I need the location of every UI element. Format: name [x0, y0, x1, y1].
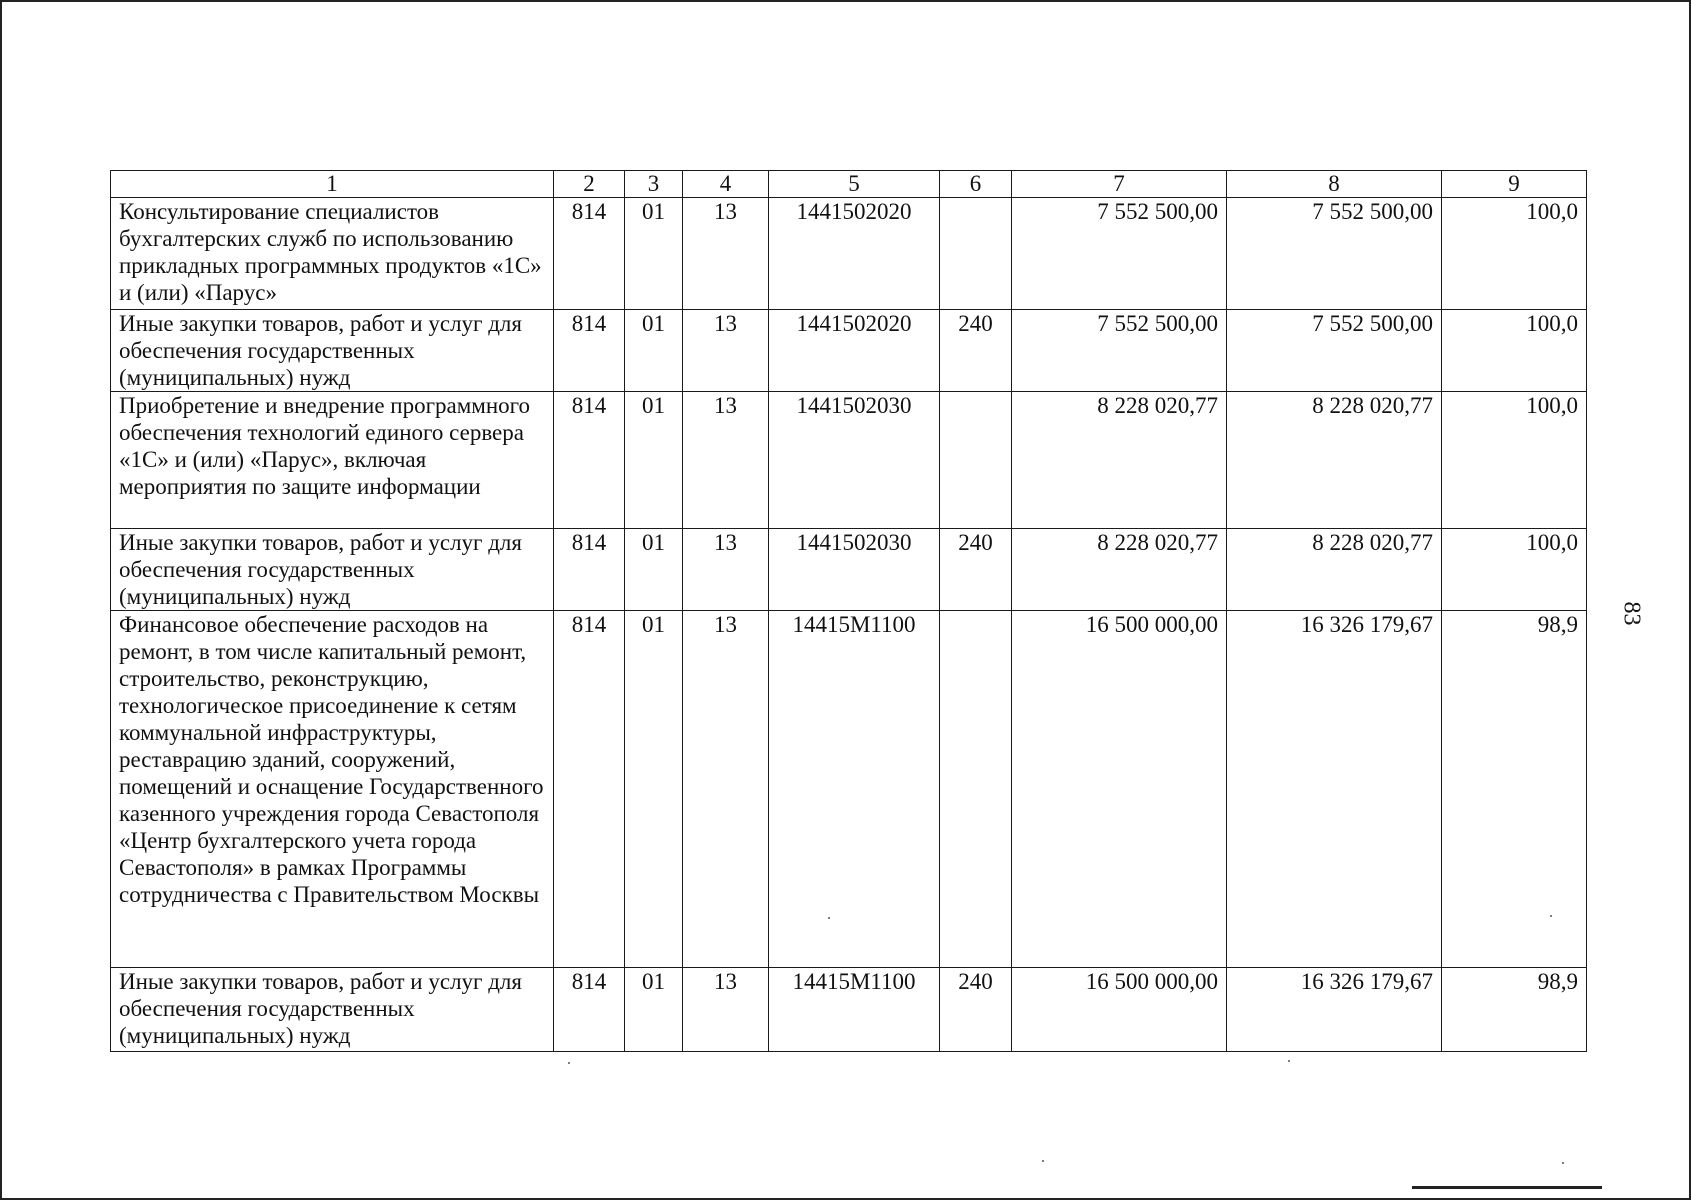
execution-percent: 100,0: [1442, 198, 1587, 310]
target-article-code: 1441502030: [769, 392, 940, 529]
planned-amount: 8 228 020,77: [1012, 392, 1227, 529]
scan-speck: [1288, 1060, 1290, 1062]
column-number: 6: [940, 171, 1012, 198]
column-number: 7: [1012, 171, 1227, 198]
section-code: 01: [625, 392, 683, 529]
expense-type-code: [940, 611, 1012, 968]
department-code: 814: [554, 310, 625, 392]
section-code: 01: [625, 968, 683, 1052]
execution-percent: 100,0: [1442, 529, 1587, 611]
department-code: 814: [554, 529, 625, 611]
department-code: 814: [554, 392, 625, 529]
scan-edge-mark: [1412, 1186, 1602, 1189]
target-article-code: 14415М1100: [769, 968, 940, 1052]
table-row: [111, 198, 1587, 310]
column-number: 1: [111, 171, 554, 198]
planned-amount: 16 500 000,00: [1012, 968, 1227, 1052]
page-number: 83: [1618, 601, 1645, 626]
table-row: [111, 968, 1587, 1052]
execution-percent: 100,0: [1442, 310, 1587, 392]
table-row: [111, 529, 1587, 611]
expense-name: Финансовое обеспечение расходов на ремонт, в том числе капитальный ремонт, строительство, реконструкцию, технологическое присоединение к сетям коммунальной инфраструктуры, реставрацию зданий, сооружений, помещений и оснащение Государственного казенного учреждения города Севастополя «Центр бухгалтерского учета города Севастополя» в рамках Программы сотрудничества с Правительством Москвы: [111, 611, 554, 968]
expense-name: Иные закупки товаров, работ и услуг для обеспечения государственных (муниципальных) нужд: [111, 310, 554, 392]
expense-name: Консультирование специалистов бухгалтерских служб по использованию прикладных программных продуктов «1С» и (или) «Парус»: [111, 198, 554, 310]
actual-amount: 7 552 500,00: [1227, 198, 1442, 310]
expense-name: Иные закупки товаров, работ и услуг для обеспечения государственных (муниципальных) нужд: [111, 529, 554, 611]
table-row: [111, 392, 1587, 529]
column-number: 2: [554, 171, 625, 198]
subsection-code: 13: [683, 392, 769, 529]
actual-amount: 16 326 179,67: [1227, 611, 1442, 968]
subsection-code: 13: [683, 529, 769, 611]
target-article-code: 1441502020: [769, 310, 940, 392]
expense-type-code: [940, 198, 1012, 310]
department-code: 814: [554, 968, 625, 1052]
column-number: 5: [769, 171, 940, 198]
table-row: [111, 611, 1587, 968]
target-article-code: 1441502020: [769, 198, 940, 310]
section-code: 01: [625, 611, 683, 968]
scan-speck: [568, 1062, 570, 1064]
expense-type-code: 240: [940, 310, 1012, 392]
target-article-code: 14415М1100: [769, 611, 940, 968]
scan-speck: [828, 917, 830, 919]
subsection-code: 13: [683, 310, 769, 392]
section-code: 01: [625, 529, 683, 611]
expense-type-code: [940, 392, 1012, 529]
actual-amount: 16 326 179,67: [1227, 968, 1442, 1052]
expense-type-code: 240: [940, 968, 1012, 1052]
column-number: 4: [683, 171, 769, 198]
scan-speck: [1042, 1160, 1044, 1162]
subsection-code: 13: [683, 968, 769, 1052]
planned-amount: 16 500 000,00: [1012, 611, 1227, 968]
execution-percent: 100,0: [1442, 392, 1587, 529]
subsection-code: 13: [683, 611, 769, 968]
target-article-code: 1441502030: [769, 529, 940, 611]
column-number-row: [111, 171, 1587, 198]
planned-amount: 7 552 500,00: [1012, 310, 1227, 392]
section-code: 01: [625, 198, 683, 310]
expense-type-code: 240: [940, 529, 1012, 611]
scan-speck: [1550, 915, 1552, 917]
execution-percent: 98,9: [1442, 968, 1587, 1052]
actual-amount: 7 552 500,00: [1227, 310, 1442, 392]
planned-amount: 7 552 500,00: [1012, 198, 1227, 310]
subsection-code: 13: [683, 198, 769, 310]
department-code: 814: [554, 198, 625, 310]
expense-name: Приобретение и внедрение программного обеспечения технологий единого сервера «1С» и (или) «Парус», включая мероприятия по защите информации: [111, 392, 554, 529]
column-number: 8: [1227, 171, 1442, 198]
actual-amount: 8 228 020,77: [1227, 392, 1442, 529]
table-row: [111, 310, 1587, 392]
budget-table: [110, 170, 1587, 1052]
actual-amount: 8 228 020,77: [1227, 529, 1442, 611]
column-number: 3: [625, 171, 683, 198]
execution-percent: 98,9: [1442, 611, 1587, 968]
planned-amount: 8 228 020,77: [1012, 529, 1227, 611]
expense-name: Иные закупки товаров, работ и услуг для обеспечения государственных (муниципальных) нужд: [111, 968, 554, 1052]
section-code: 01: [625, 310, 683, 392]
scan-speck: [1562, 1162, 1564, 1164]
department-code: 814: [554, 611, 625, 968]
column-number: 9: [1442, 171, 1587, 198]
